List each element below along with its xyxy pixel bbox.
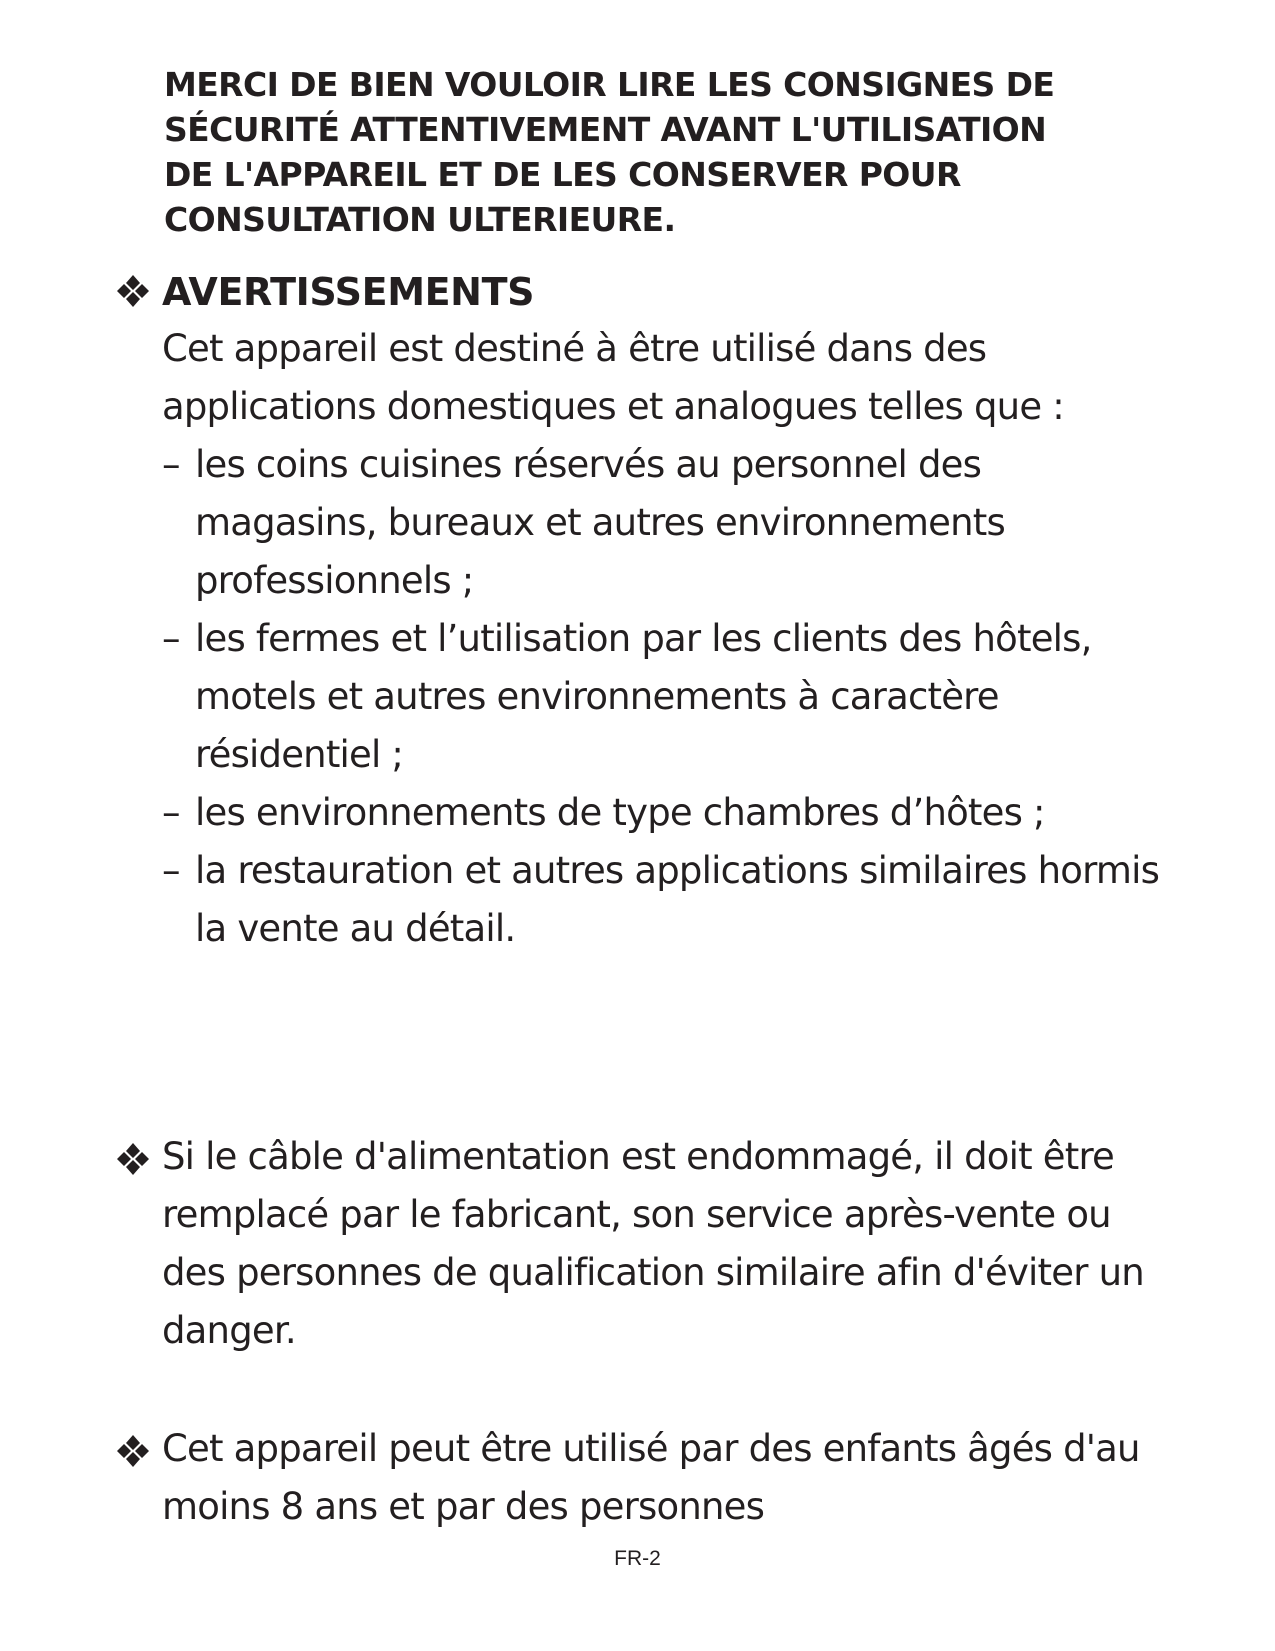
warnings-intro: Cet appareil est destiné à être utilisé dans des applications domestiques et analogues telles que : [162, 327, 1064, 428]
warnings-heading: AVERTISSEMENTS [162, 270, 535, 314]
dash-marker: – [162, 617, 180, 660]
list-item-text: les coins cuisines réservés au personnel des magasins, bureaux et autres environnements professionnels ; [195, 443, 1005, 602]
usage-environment-list [162, 436, 1162, 958]
page-number: FR-2 [614, 1547, 661, 1570]
cable-warning-text: Si le câble d'alimentation est endommagé, il doit être remplacé par le fabricant, son service après-vente ou des personnes de qualification similaire afin d'éviter un danger. [162, 1135, 1144, 1352]
four-diamond-bullet-icon [116, 1142, 150, 1176]
list-item [162, 784, 1162, 842]
children-warning-text: Cet appareil peut être utilisé par des enfants âgés d'au moins 8 ans et par des personnes [162, 1427, 1140, 1528]
list-item-text: les environnements de type chambres d’hôtes ; [195, 791, 1045, 834]
list-item [162, 610, 1162, 784]
four-diamond-bullet-icon [116, 274, 150, 308]
list-item [162, 842, 1162, 958]
list-item-text: la restauration et autres applications similaires hormis la vente au détail. [195, 849, 1160, 950]
dash-marker: – [162, 791, 180, 834]
safety-intro-notice: MERCI DE BIEN VOULOIR LIRE LES CONSIGNES DE SÉCURITÉ ATTENTIVEMENT AVANT L'UTILISATION DE L'APPAREIL ET DE LES CONSERVER POUR CONSULTATION ULTERIEURE. [164, 65, 1055, 239]
list-item-text: les fermes et l’utilisation par les clients des hôtels, motels et autres environnements à caractère résidentiel ; [195, 617, 1092, 776]
four-diamond-bullet-icon [116, 1434, 150, 1468]
list-item [162, 436, 1162, 610]
dash-marker: – [162, 849, 180, 892]
dash-marker: – [162, 443, 180, 486]
